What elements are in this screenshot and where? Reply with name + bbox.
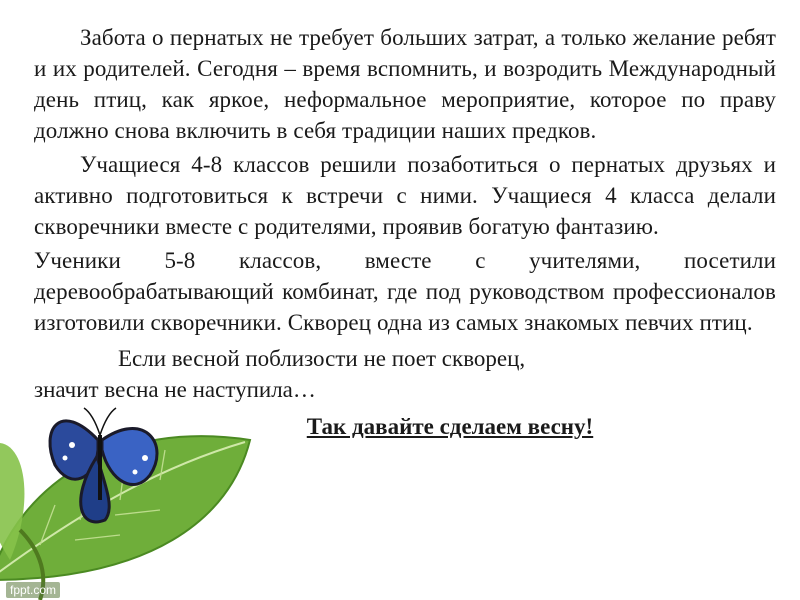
closing-call: Так давайте сделаем весну! (306, 414, 594, 439)
main-text (34, 22, 776, 442)
watermark-logo: fppt.com (6, 582, 60, 598)
paragraph-3: Ученики 5-8 классов, вместе с учителями, посетили деревообрабатывающий комбинат, где под руководством профессионалов изготовили скворечники. Скворец одна из самых знакомых певчих птиц. (34, 248, 776, 335)
paragraph-1: Забота о пернатых не требует больших затрат, а только желание ребят и их родителей. Сегодня – время вспомнить, и возродить Международный день птиц, как яркое, неформальное мероприятие, которое по праву должно снова включить в себя традиции наших предков. (34, 25, 776, 143)
paragraph-2: Учащиеся 4-8 классов решили позаботиться о пернатых друзьях и активно подготовиться к встречи с ними. Учащиеся 4 класса делали скворечники вместе с родителями, проявив богатую фантазию. (34, 152, 776, 239)
poem (34, 343, 776, 405)
poem-line-2: значит весна не наступила… (34, 377, 316, 402)
poem-line-1: Если весной поблизости не поет скворец, (118, 346, 526, 371)
